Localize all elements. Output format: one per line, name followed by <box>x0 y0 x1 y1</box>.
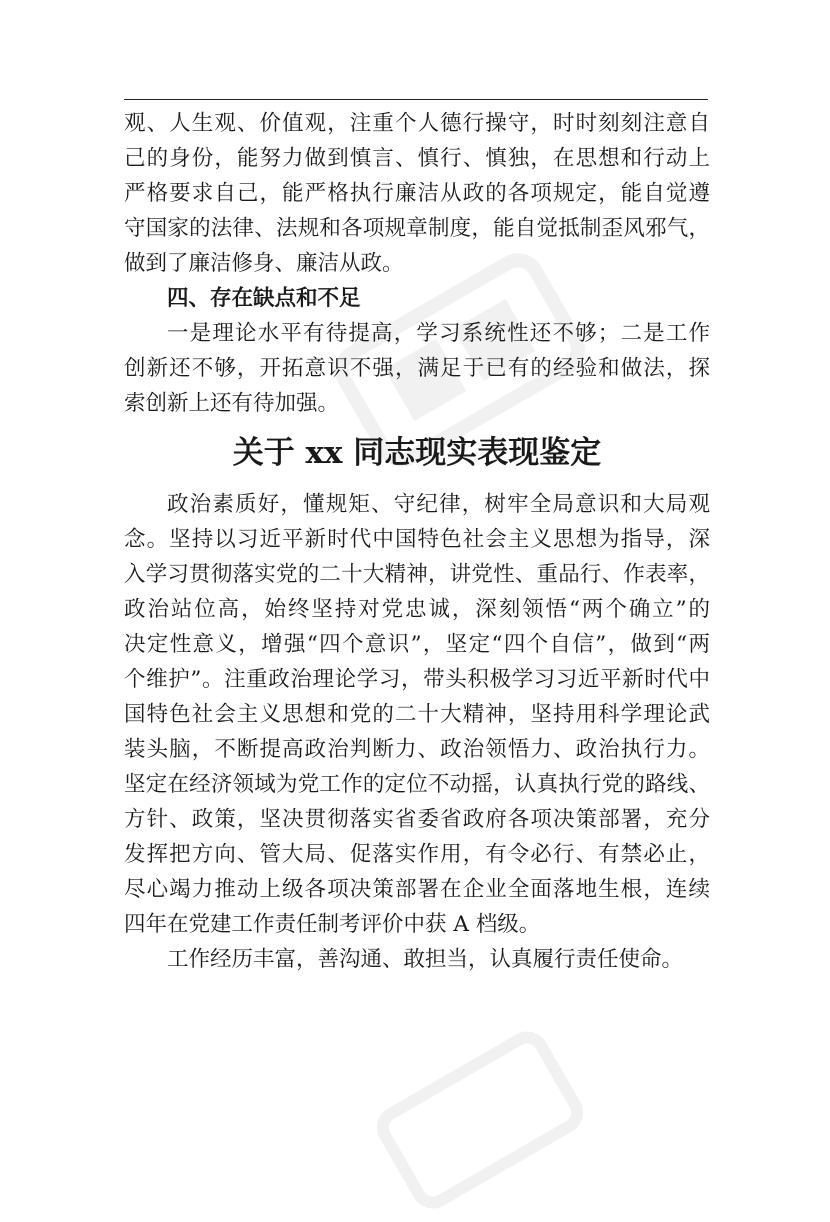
body-line: 装头脑，不断提高政治判断力、政治领悟力、政治执行力。 <box>124 737 710 762</box>
body-line: 方针、政策，坚决贯彻落实省委省政府各项决策部署，充分 <box>124 807 710 832</box>
intro-line: 观、人生观、价值观，注重个人德行操守，时时刻刻注意自 <box>124 111 710 136</box>
section-four-line: 一是理论水平有待提高，学习系统性还不够；二是工作 <box>167 321 710 346</box>
body-line: 坚定在经济领域为党工作的定位不动摇，认真执行党的路线、 <box>124 772 710 797</box>
body-line: 国特色社会主义思想和党的二十大精神，坚持用科学理论武 <box>124 702 710 727</box>
body-line: 个维护”。注重政治理论学习，带头积极学习习近平新时代中 <box>124 667 710 692</box>
body-line: 决定性意义，增强“四个意识”，坚定“四个自信”，做到“两 <box>124 632 710 657</box>
body-line: 念。坚持以习近平新时代中国特色社会主义思想为指导，深 <box>124 527 710 552</box>
document-body <box>124 106 710 977</box>
intro-line: 己的身份，能努力做到慎言、慎行、慎独，在思想和行动上 <box>124 146 710 171</box>
section-four-line: 创新还不够，开拓意识不强，满足于已有的经验和做法，探 <box>124 356 710 381</box>
section-four-heading: 四、存在缺点和不足 <box>167 286 361 311</box>
body-line: 发挥把方向、管大局、促落实作用，有令必行、有禁必止， <box>124 842 710 867</box>
last-paragraph-line: 工作经历丰富，善沟通、敢担当，认真履行责任使命。 <box>167 947 684 972</box>
body-line: 入学习贯彻落实党的二十大精神，讲党性、重品行、作表率， <box>124 562 710 587</box>
watermark-logo-bottom-icon <box>363 1018 596 1222</box>
body-line: 政治素质好，懂规矩、守纪律，树牢全局意识和大局观 <box>167 492 710 517</box>
intro-line: 守国家的法律、法规和各项规章制度，能自觉抵制歪风邪气， <box>124 216 710 241</box>
document-title: 关于 xx 同志现实表现鉴定 <box>232 435 602 471</box>
body-line: 尽心竭力推动上级各项决策部署在企业全面落地生根，连续 <box>124 877 710 902</box>
intro-line: 严格要求自己，能严格执行廉洁从政的各项规定，能自觉遵 <box>124 181 710 206</box>
intro-line: 做到了廉洁修身、廉洁从政。 <box>124 251 404 276</box>
section-four-line: 索创新上还有待加强。 <box>124 391 340 416</box>
body-line: 政治站位高，始终坚持对党忠诚，深刻领悟“两个确立”的 <box>124 597 710 622</box>
header-rule <box>124 99 708 100</box>
body-line: 四年在党建工作责任制考评价中获 A 档级。 <box>124 912 541 937</box>
